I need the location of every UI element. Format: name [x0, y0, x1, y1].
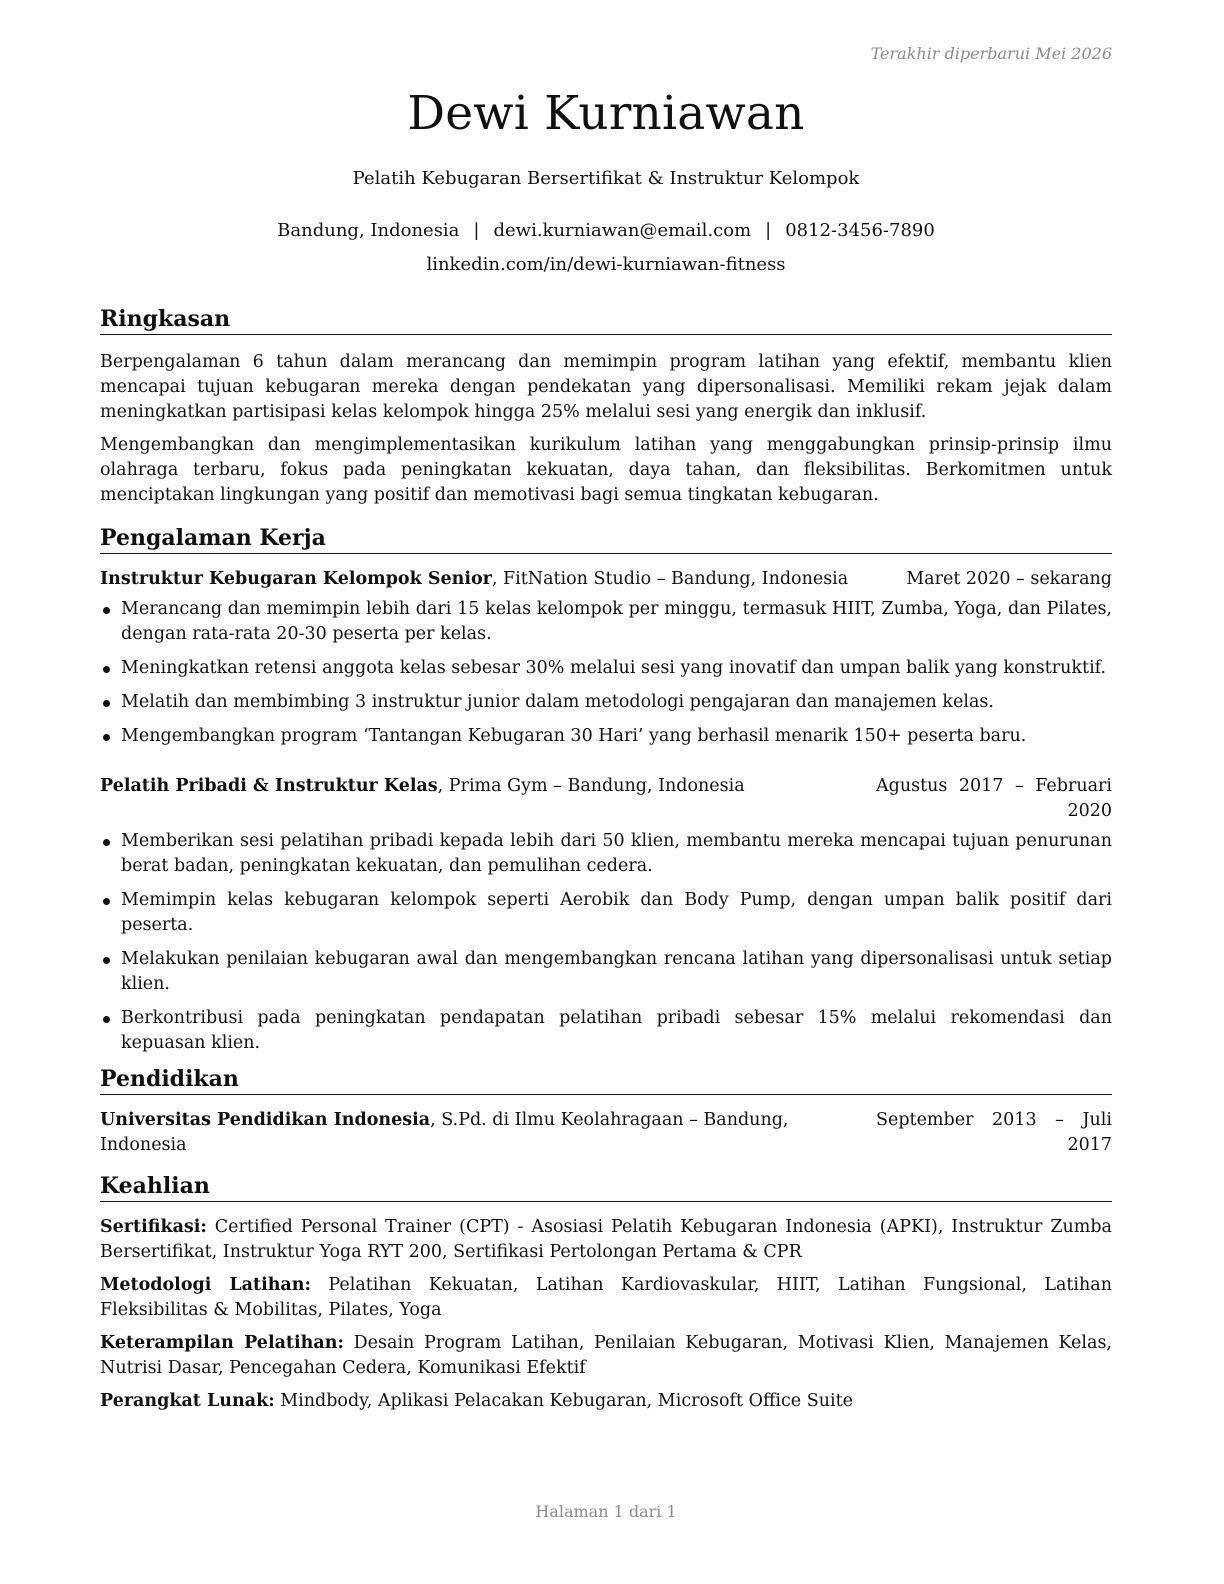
candidate-name: Dewi Kurniawan: [407, 86, 805, 141]
skill-text: Desain Program Latihan, Penilaian Kebugaran, Motivasi Klien, Manajemen Kelas, Nutrisi Dasar, Pencegahan Cedera, Komunikasi Efektif: [100, 1333, 1112, 1378]
job-dates: Agustus 2017 – Februari 2020: [876, 776, 1112, 821]
bullet-icon: [103, 898, 110, 905]
last-updated-note: Terakhir diperbarui Mei 2026: [870, 44, 1112, 63]
skill-label: Perangkat Lunak:: [100, 1391, 275, 1411]
section-title-summary: Ringkasan: [100, 305, 1112, 335]
contact-phone: 0812-3456-7890: [785, 220, 935, 241]
skill-row: [100, 1273, 1112, 1323]
skill-text: Mindbody, Aplikasi Pelacakan Kebugaran, Microsoft Office Suite: [274, 1391, 853, 1411]
list-item: Mengembangkan program ‘Tantangan Kebugaran 30 Hari’ yang berhasil menarik 150+ peserta baru.: [100, 724, 1112, 749]
job-header: [100, 567, 1112, 592]
job-role: Pelatih Pribadi & Instruktur Kelas: [100, 776, 438, 796]
skill-row: [100, 1215, 1112, 1265]
list-item: Memberikan sesi pelatihan pribadi kepada lebih dari 50 klien, membantu mereka mencapai tujuan penurunan berat badan, peningkatan kekuatan, dan pemulihan cedera.: [100, 829, 1112, 879]
summary-paragraph: Berpengalaman 6 tahun dalam merancang dan memimpin program latihan yang efektif, membantu klien mencapai tujuan kebugaran mereka dengan pendekatan yang dipersonalisasi. Memiliki rekam jejak dalam meningkatkan partisipasi kelas kelompok hingga 25% melalui sesi yang energik dan inklusif.: [100, 352, 1112, 422]
job-entry: [100, 567, 1112, 749]
education-detail: , S.Pd. di Ilmu Keolahragaan – Bandung, Indonesia: [100, 1110, 789, 1155]
section-title-skills: Keahlian: [100, 1172, 1112, 1202]
education-school: Universitas Pendidikan Indonesia: [100, 1110, 431, 1130]
skill-label: Metodologi Latihan:: [100, 1275, 311, 1295]
contact-line: [100, 220, 1112, 241]
section-title-experience: Pengalaman Kerja: [100, 524, 1112, 554]
job-organization: , FitNation Studio – Bandung, Indonesia: [491, 569, 849, 589]
contact-location: Bandung, Indonesia: [277, 220, 460, 241]
bullet-icon: [103, 734, 110, 741]
skill-text: Pelatihan Kekuatan, Latihan Kardiovaskular, HIIT, Latihan Fungsional, Latihan Fleksibilitas & Mobilitas, Pilates, Yoga: [100, 1275, 1112, 1320]
bullet-icon: [103, 666, 110, 673]
list-item: Meningkatkan retensi anggota kelas sebesar 30% melalui sesi yang inovatif dan umpan balik yang konstruktif.: [100, 656, 1112, 681]
list-item: Memimpin kelas kebugaran kelompok seperti Aerobik dan Body Pump, dengan umpan balik positif dari peserta.: [100, 888, 1112, 938]
job-organization: , Prima Gym – Bandung, Indonesia: [437, 776, 745, 796]
list-item: Berkontribusi pada peningkatan pendapatan pelatihan pribadi sebesar 15% melalui rekomendasi dan kepuasan klien.: [100, 1006, 1112, 1056]
contact-separator: |: [765, 220, 772, 241]
bullet-icon: [103, 607, 110, 614]
candidate-tagline: Pelatih Kebugaran Bersertifikat & Instruktur Kelompok: [352, 168, 860, 189]
page-number: Halaman 1 dari 1: [535, 1502, 677, 1521]
contact-email[interactable]: dewi.kurniawan@email.com: [493, 220, 752, 241]
skill-label: Keterampilan Pelatihan:: [100, 1333, 344, 1353]
job-entry: [100, 774, 1112, 1056]
education-dates: September 2013 – Juli 2017: [876, 1110, 1112, 1155]
job-role: Instruktur Kebugaran Kelompok Senior: [100, 569, 492, 589]
job-bullet-list: [100, 829, 1112, 1056]
contact-separator: |: [473, 220, 480, 241]
resume-content: [100, 305, 1112, 1414]
resume-page: [100, 0, 1112, 1584]
bullet-icon: [103, 839, 110, 846]
job-dates: Maret 2020 – sekarang: [906, 569, 1112, 589]
bullet-icon: [103, 957, 110, 964]
job-header: [100, 774, 1112, 824]
education-entry: [100, 1108, 1112, 1158]
list-item: Melatih dan membimbing 3 instruktur junior dalam metodologi pengajaran dan manajemen kelas.: [100, 690, 1112, 715]
bullet-icon: [103, 700, 110, 707]
skill-row: [100, 1331, 1112, 1381]
list-item: Melakukan penilaian kebugaran awal dan mengembangkan rencana latihan yang dipersonalisasi untuk setiap klien.: [100, 947, 1112, 997]
skill-row: [100, 1389, 1112, 1414]
summary-paragraph: Mengembangkan dan mengimplementasikan kurikulum latihan yang menggabungkan prinsip-prinsip ilmu olahraga terbaru, fokus pada peningkatan kekuatan, daya tahan, dan fleksibilitas. Berkomitmen untuk menciptakan lingkungan yang positif dan memotivasi bagi semua tingkatan kebugaran.: [100, 435, 1112, 505]
section-title-education: Pendidikan: [100, 1065, 1112, 1095]
job-bullet-list: [100, 597, 1112, 749]
bullet-icon: [103, 1016, 110, 1023]
linkedin-link[interactable]: linkedin.com/in/dewi-kurniawan-fitness: [426, 254, 786, 275]
skill-text: Certified Personal Trainer (CPT) - Asosiasi Pelatih Kebugaran Indonesia (APKI), Instruktur Zumba Bersertifikat, Instruktur Yoga RYT 200, Sertifikasi Pertolongan Pertama & CPR: [100, 1217, 1112, 1262]
skill-label: Sertifikasi:: [100, 1217, 207, 1237]
list-item: Merancang dan memimpin lebih dari 15 kelas kelompok per minggu, termasuk HIIT, Zumba, Yoga, dan Pilates, dengan rata-rata 20-30 peserta per kelas.: [100, 597, 1112, 647]
